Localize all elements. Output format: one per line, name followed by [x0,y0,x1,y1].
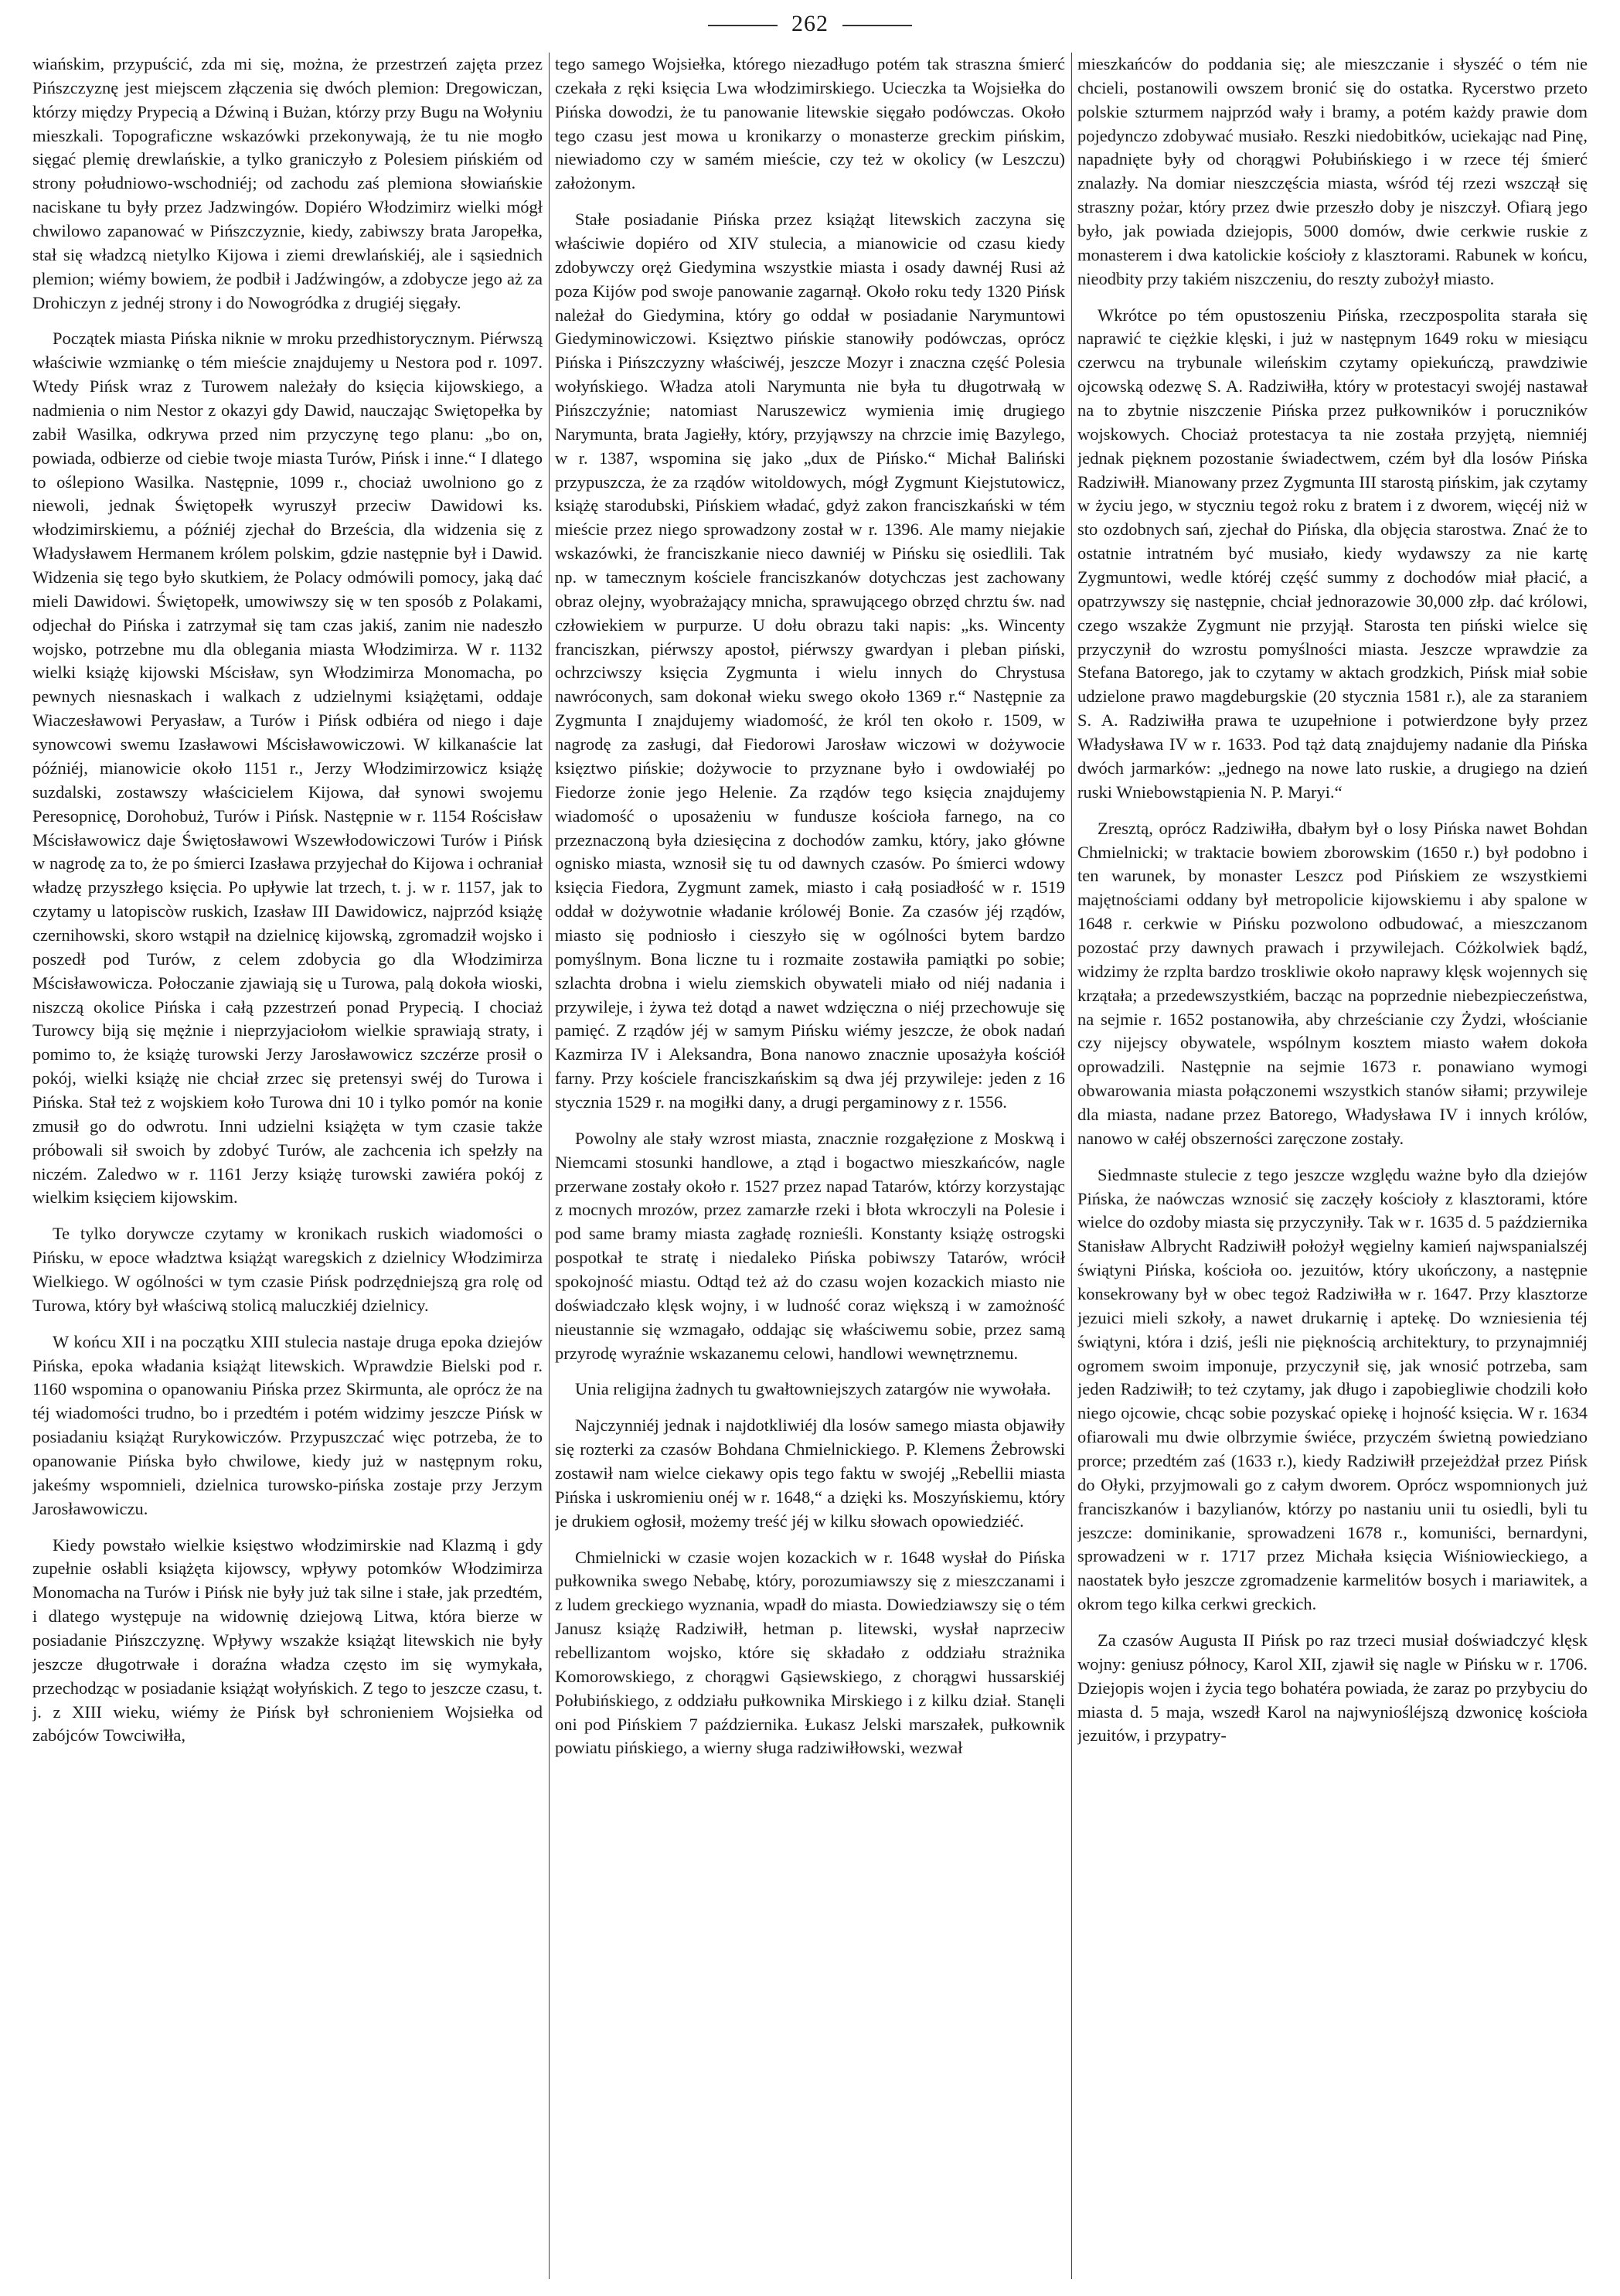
paragraph: mieszkańców do poddania się; ale mieszczanie i słyszéć o tém nie chcieli, postanowili owszem bronić się do ostatka. Rycerstwo przeto polskie szturmem najprzód wały i bramy, a potém każdy prawie dom pojedynczo zdobywać musiało. Reszki niedobitków, uciekając nad Pinę, napadnięte były od chorągwi Połubińskiego i w rzece téj śmierć znalazły. Na domiar nieszczęścia miasta, wśród téj rzezi wszczął się straszny pożar, który przez dwie przeszło doby je niszczył. Ofiarą jego było, jak powiada dziejopis, 5000 domów, dwie cerkwie ruskie z monasterem i dwa katolickie kościoły z klasztorami. Rabunek w końcu, nieodbity przy takiém niszczeniu, do reszty zubożył miasto. [1077,54,1588,288]
column-right [1077,53,1588,2279]
paragraph: Najczynniéj jednak i najdotkliwiéj dla losów samego miasta objawiły się rozterki za czasów Bohdana Chmielnickiego. P. Klemens Żebrowski zostawił nam wielce ciekawy opis tego faktu w swojéj „Rebellii miasta Pińska i uskromieniu onéj w r. 1648,“ a dzięki ks. Moszyńskiemu, który je drukiem ogłosił, możemy treść jéj w kilku słowach opowiedziéć. [555,1415,1065,1531]
page-number-text: 262 [791,11,829,36]
paragraph: tego samego Wojsiełka, którego niezadługo potém tak straszna śmierć czekała z ręki księcia Lwa włodzimirskiego. Ucieczka ta Wojsiełka do Pińska dowodzi, że tu panowanie litewskie sięgało podówczas. Około tego czasu jest mowa u kronikarzy o monasterze greckim pińskim, niewiadomo czy w samém mieście, czy też w okolicy (w Leszczu) założonym. [555,54,1065,193]
paragraph: Chmielnicki w czasie wojen kozackich w r. 1648 wysłał do Pińska pułkownika swego Nebabę, który, porozumiawszy się z mieszczanami i z ludem greckiego wyznania, wpadł do miasta. Dowiedziawszy się o tém Janusz książę Radziwiłł, hetman p. litewski, wysłał naprzeciw rebellizantom wojsko, które się składało z oddziału strażnika Komorowskiego, z chorągwi Gąsiewskiego, z chorągwi hussarskiéj Połubińskiego, z oddziału pułkownika Mirskiego i z kilku dział. Stanęli oni pod Pińskiem 7 października. Łukasz Jelski marszałek, pułkownik powiatu pińskiego, a wierny sługa radziwiłłowski, wezwał [555,1547,1065,1758]
page-number-rule-left [708,25,778,26]
paragraph: Stałe posiadanie Pińska przez książąt litewskich zaczyna się właściwie dopiéro od XIV stulecia, a mianowicie od czasu kiedy zdobywczy oręż Giedymina wszystkie miasta i osady dawnéj Rusi aż poza Kijów pod swoje panowanie zagarnął. Około roku tedy 1320 Pińsk należał do Giedymina, który go oddał w posiadanie Narymuntowi Giedyminowiczowi. Księztwo pińskie stanowiły podówczas, oprócz Pińska i Pińszczyzny właściwéj, jeszcze Mozyr i znaczna część Polesia wołyńskiego. Władza atoli Narymunta nie była tu długotrwałą w Pińszczyźnie; natomiast Naruszewicz wymienia imię drugiego Narymunta, brata Jagiełły, który, przyjąwszy na chrzcie imię Bazylego, w r. 1387, wspomina się jako „dux de Pińsko.“ Michał Baliński przypuszcza, że za rządów witoldowych, mógł Zygmunt Kiejstutowicz, książę starodubski, Pińskiem władać, gdyż zakon franciszkański w tém mieście przez niego sprowadzony został w r. 1396. Ale mamy niejakie wskazówki, że franciszkanie nieco dawniéj w Pińsku się osiedlili. Tak np. w tamecznym kościele franciszkanów dotychczas jest zachowany obraz olejny, wyobrażający mnicha, sprawującego obrzęd chrztu św. nad człowiekiem w purpurze. U dołu obrazu taki napis: „ks. Wincenty franciszkan, piérwszy apostoł, piérwszy gwardyan i pleban piński, ochrzciwszy księcia Zygmunta i wielu innych do Chrystusa nawróconych, sam dokonał wieku swego około 1369 r.“ Następnie za Zygmunta I znajdujemy wiadomość, że król ten około r. 1509, w nagrodę za zasługi, dał Fiedorowi Jarosław wiczowi w dożywocie księztwo pińskie; dożywocie to przyznane było i owdowiałéj po Fiedorze żonie jego Helenie. Za rządów tego księcia znajdujemy wiadomość o uposażeniu w fundusze kościoła farnego, na co przeznaczoną była dziesięcina z dochodów zamku, który, jako główne ognisko miasta, wznosił się tu od dawnych czasów. Po śmierci wdowy księcia Fiedora, Zygmunt zamek, miasto i całą posiadłość w r. 1519 oddał w dożywotnie władanie królowéj Bonie. Za czasów jéj rządów, miasto się podniosło i cieszyło się w ogólności bytem bardzo pomyślnym. Bona liczne tu i rozmaite zostawiła pamiątki po sobie; szlachta drobna i wielu ziemskich obywateli miało od niéj nadania i przywileje, i żywa też dotąd a nawet wdzięczna o niéj przechowuje się pamięć. Z rządów jéj w samym Pińsku wiémy jeszcze, że obok nadań Kazmirza IV i Aleksandra, Bona nanowo znacznie uposażyła kościół farny. Przy kościele franciszkańskim są dwa jéj przywileje: jeden z 16 stycznia 1529 r. na mogiłki dany, a drugi pergaminowy z r. 1556. [555,210,1065,1112]
column-middle [555,53,1065,2279]
paragraph: Kiedy powstało wielkie księstwo włodzimirskie nad Klazmą i gdy zupełnie osłabli książęta kijowscy, wpływy potomków Włodzimirza Monomacha na Turów i Pińsk nie były już tak silne i stałe, jak przedtém, i dlatego występuje na widownię dziejową Litwa, która bierze w posiadanie Pińszczyznę. Wpływy wszakże książąt litewskich nie były jeszcze długotrwałe i doraźna władza często im się wymykała, przechodząc w posiadanie książąt wołyńskich. Z tego to jeszcze czasu, t. j. z XIII wieku, wiémy że Pińsk był schronieniem Wojsiełka od zabójców Towciwiłła, [32,1535,543,1746]
paragraph: Zresztą, oprócz Radziwiłła, dbałym był o losy Pińska nawet Bohdan Chmielnicki; w traktacie bowiem zborowskim (1650 r.) był podobno i ten warunek, by monaster Leszcz pod Pińskiem ze wszystkiemi majętnościami oddany był metropolicie kijowskiemu i aby spalone w 1648 r. cerkwie w Pińsku pozwolono odbudować, a mieszczanom pozostać przy dawnych prawach i przywilejach. Cóżkolwiek bądź, widzimy że rzplta bardzo troskliwie około naprawy klęsk wojennych się krzątała; a przedewszystkiém, bacząc na poprzednie niebezpieczeństwa, na sejmie r. 1652 postanowiła, aby chrześcianie czy Żydzi, włościanie czy nijejscy obywatele, wspólnym kosztem miasto wałem dokoła oprowadzili. Następnie na sejmie 1673 r. ponawiano wymogi obwarowania miasta połączonemi wszystkich stanów siłami; przywileje dla miasta, nadane przez Batorego, Władysława IV i innych królów, nanowo w całéj obszerności zaręczone zostały. [1077,818,1588,1148]
paragraph: Te tylko dorywcze czytamy w kronikach ruskich wiadomości o Pińsku, w epoce władztwa książąt waregskich z dzielnicy Włodzimirza Wielkiego. W ogólności w tym czasie Pińsk podrzędniejszą gra rolę od Turowa, który był właściwą stolicą maluczkiéj dzielnicy. [32,1224,543,1315]
column-divider [1071,53,1072,2279]
paragraph: Wkrótce po tém opustoszeniu Pińska, rzeczpospolita starała się naprawić te ciężkie klęski, i już w następnym 1649 roku w miesiącu czerwcu na trybunale wileńskim czytamy opiekuńczą, prawdziwie ojcowską odezwę S. A. Radziwiłła, który w protestacyi swojéj nastawał na to zbytnie niszczenie Pińska przez pułkowników i poruczników wojskowych. Chociaż protestacya ta nie została przyjętą, niemniéj jednak pięknem pozostanie świadectwem, czém był dla losów Pińska Radziwiłł. Mianowany przez Zygmunta III starostą pińskim, jak czytamy w życiu jego, w styczniu tegoż roku z bratem i z dworem, więcéj niż w sto ozdobnych sań, zjechał do Pińska, dla objęcia starostwa. Znać że to ostatnie intratném być musiało, kiedy wydawszy za nie kartę Zygmuntowi, wedle któréj część summy z dochodów miał płacić, a opatrzywszy się następnie, chciał jednorazowie 30,000 złp. dać królowi, czego wszakże Zygmunt nie przyjął. Starosta ten piński wielce się przyczynił do wzrostu pomyślności miasta. Jeszcze wprawdzie za Stefana Batorego, jak to czytamy w aktach grodzkich, Pińsk miał sobie udzielone prawo magdeburgskie (20 stycznia 1581 r.), ale za staraniem S. A. Radziwiłła prawa te uzupełnione i potwierdzone były przez Władysława IV w r. 1633. Pod tąż datą znajdujemy nadanie dla Pińska dwóch jarmarków: „jednego na nowe lato ruskie, a drugiego na dzień ruski Wniebowstąpienia N. P. Maryi.“ [1077,305,1588,802]
column-left [32,53,543,2279]
paragraph: wiańskim, przypuścić, zda mi się, można, że przestrzeń zajęta przez Pińszczyznę jest miejscem złączenia się dwóch plemion: Dregowiczan, którzy między Prypecią a Dźwiną i Bużan, którzy przy Bugu na Wołyniu mieszkali. Topograficzne wskazówki przekonywają, że tu nie mogło sięgać plemię drewlańskie, a tylko graniczyło z Polesiem pińskiém od strony południowo-wschodniéj; od zachodu zaś plemiona słowiańskie naciskane tu były przez Jadzwingów. Dopiéro Włodzimirz wielki mógł chwilowo zapanować w Pińszczyznie, kiedy, zabiwszy brata Jaropełka, stał się władzcą nietylko Kijowa i ziemi drewlańskiéj, ale i sąsiednich plemion; wiémy bowiem, że podbił i Jadźwingów, a zdobycze jego aż za Drohiczyn z jednéj strony i do Nowogródka z drugiéj sięgały. [32,54,543,312]
paragraph: Początek miasta Pińska niknie w mroku przedhistorycznym. Piérwszą właściwie wzmiankę o tém mieście znajdujemy u Nestora pod r. 1097. Wtedy Pińsk wraz z Turowem należały do księcia kijowskiego, a nadmienia o nim Nestor z okazyi gdy Dawid, nauczając Swiętopełka by zabił Wasilka, odkrywa przed nim przyczynę tego planu: „bo on, powiada, odbierze od ciebie twoje miasta Turów, Pińsk i inne.“ I dlatego to oślepiono Wasilka. Następnie, 1099 r., chociaż uwolniono go z niewoli, jednak Świętopełk wyruszył przeciw Dawidowi ks. włodzimirskiemu, a późniéj zjechał do Brześcia, dla widzenia się z Władysławem Hermanem królem polskim, gdzie następnie był i Dawid. Widzenia się tego było skutkiem, że Polacy odmówili pomocy, jaką dać mieli Dawidowi. Świętopełk, umowiwszy się w ten sposób z Polakami, odjechał do Pińska i zatrzymał się tam czas jakiś, zanim nie nadeszło wojsko, potrzebne mu dla oblegania miasta Włodzimirza. W r. 1132 wielki książę kijowski Mścisław, syn Włodzimirza Monomacha, po pewnych niesnaskach i walkach z udzielnymi książętami, oddaje Wiaczesławowi Peryasław, a Turów i Pińsk odbiéra od niego i daje synowcowi swemu Izasławowi Mścisławowiczowi. W kilkanaście lat późniéj, mianowicie około 1151 r., Jerzy Włodzimirzowicz książę suzdalski, zostawszy właścicielem Kijowa, dał synowi swojemu Peresopnicę, Dorohobuż, Turów i Pińsk. Następnie w r. 1154 Rościsław Mścisławowicz daje Świętosławowi Wszewłodowiczowi Turów i Pińsk w nagrodę za to, że po śmierci Izasława przyjechał do Kijowa i ochraniał władzę przyszłego księcia. Po upływie lat trzech, t. j. w r. 1157, jak to czytamy u latopiscòw ruskich, Izasław III Dawidowicz, najprzód książę czernihowski, skoro wstąpił na dzielnicę kijowską, zgromadził wojsko i poszedł pod Turów, z celem zdobycia go dla Włodzimirza Mścisławowicza. Połoczanie zjawiają się u Turowa, palą dokoła wioski, niszczą okolice Pińska i całą pzzestrzeń ponad Prypecią. I chociaż Turowcy biją się mężnie i nieprzyjaciołom wielkie sprawiają straty, i pomimo to, że książę turowski Jerzy Jarosławowicz szczérze prosił o pokój, wielki książę nie chciał zrzec się pretensyi swéj do Turowa i Pińska. Stał też z wojskiem koło Turowa dni 10 i tylko pomór na konie zmusił go do odwrotu. Inni udzielni książęta w tym czasie także próbowali sił swoich by zdobyć Turów, ale zachcenia ich spełzły na niczém. Zaledwo w r. 1161 Jerzy książę turowski zawiéra pokój z wielkim księciem kijowskim. [32,329,543,1208]
paragraph: W końcu XII i na początku XIII stulecia nastaje druga epoka dziejów Pińska, epoka władania książąt litewskich. Wprawdzie Bielski pod r. 1160 wspomina o opanowaniu Pińska przez Skirmunta, ale oprócz że na téj wiadomości trudno, bo i przedtém i potém widzimy jeszcze Pińsk w posiadaniu książąt Rurykowiczów. Przypuszczać więc potrzeba, że to opanowanie Pińska było chwilowe, kiedy już w następnym roku, jakeśmy wspomnieli, dzielnica turowsko-pińska zostaje przy Jerzym Jarosławowiczu. [32,1331,543,1518]
paragraph: Powolny ale stały wzrost miasta, znacznie rozgałęzione z Moskwą i Niemcami stosunki handlowe, a ztąd i bogactwo mieszkańców, nagle przerwane zostały około r. 1527 przez napad Tatarów, którzy korzystając z mocnych mrozów, przez zamarzłe rzeki i błota wkroczyli na Polesie i pod same bramy miasta zagładę roznieśli. Konstanty książę ostrogski pospotkał te stratę i niedaleko Pińska pobiwszy Tatarów, wrócił spokojność miastu. Odtąd też aż do czasu wojen kozackich miasto nie doświadczało klęsk wojny, i w ludność coraz większą i w zamożność nieustannie się wzmagało, oddając się właściwemu sobie, przez samą przyrodę wyraźnie wskazanemu celowi, handlowi wewnętrznemu. [555,1128,1065,1363]
page-number-rule-right [842,25,912,26]
column-divider [549,53,550,2279]
page-number [0,11,1620,37]
text-columns [32,53,1588,2279]
paragraph: Unia religijna żadnych tu gwałtowniejszych zatargów nie wywołała. [575,1379,1051,1399]
paragraph: Siedmnaste stulecie z tego jeszcze względu ważne było dla dziejów Pińska, że naówczas wznosić się zaczęły kościoły z klasztorami, które wielce do ozdoby miasta się przyczyniły. Tak w r. 1635 d. 5 października Stanisław Albrycht Radziwiłł położył węgielny kamień najwspanialszéj świątyni Pińska, kościoła oo. jezuitów, który ukończony, a następnie konsekrowany był w obec tegoż Radziwiłła w r. 1647. Przy klasztorze jezuici mieli szkoły, a nawet drukarnię i aptekę. Do wzniesienia téj świątyni, która i dziś, jeśli nie pięknością architektury, to przynajmniéj ogromem swoim imponuje, przyczynił się, jak wnosić potrzeba, sam jeden Radziwiłł; to też czytamy, jak długo i zapobiegliwie chodzili koło niego ojcowie, chcąc sobie pozyskać opiekę i hojność księcia. W r. 1634 ofiarowali mu dwie olbrzymie świéce, przyczém świetną powiedziano prorce; przedtém zaś (1633 r.), kiedy Radziwiłł przejeżdżał przez Pińsk do Ołyki, przyjmowali go z całym dworem. Oprócz wspomnionych już franciszkanów i bazylianów, którzy po nastaniu unii tu osiedli, byli tu jeszcze: dominikanie, sprowadzeni 1678 r., komuniści, bernardyni, sprowadzeni w r. 1717 przez Michała księcia Wiśniowieckiego, a naostatek było jeszcze zgromadzenie karmelitów bosych i mariawitek, a okrom tego kilka cerkwi greckich. [1077,1164,1588,1614]
paragraph: Za czasów Augusta II Pińsk po raz trzeci musiał doświadczyć klęsk wojny: geniusz północy, Karol XII, zjawił się nagle w Pińsku w r. 1706. Dziejopis wojen i życia tego bohatéra powiada, że zaraz po przybyciu do miasta d. 5 maja, wszedł Karol na najwyniośléjszą dzwonicę kościoła jezuitów, i przypatry- [1077,1630,1588,1746]
